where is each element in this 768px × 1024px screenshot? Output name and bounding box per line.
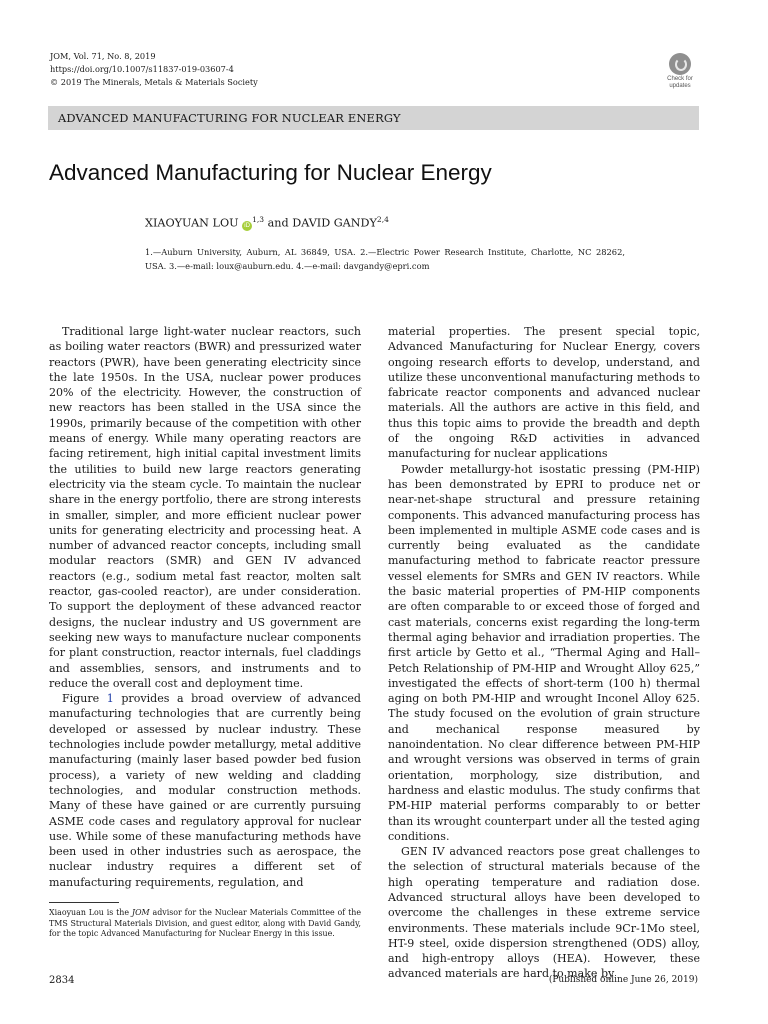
doi-link[interactable]: https://doi.org/10.1007/s11837-019-03607-4 bbox=[50, 64, 234, 74]
footnote-divider bbox=[49, 902, 119, 903]
author-2-affil: 2,4 bbox=[376, 215, 389, 224]
author-conjunction: and bbox=[267, 216, 289, 230]
footnote-text: Xiaoyuan Lou is the bbox=[49, 908, 132, 917]
orcid-icon[interactable]: iD bbox=[242, 221, 252, 231]
paragraph: Powder metallurgy-hot isostatic pressing (PM-HIP) has been demonstrated by EPRI to produce net or near-net-shape structural and pressure retaining components. This advanced manufacturing process has been implemented in multiple ASME code cases and is currently being evaluated as the candidate manufacturing method to fabricate reactor pressure vessel elements for SMRs and GEN IV reactors. While the basic material properties of PM-HIP components are often comparable to or exceed those of forged and cast materials, concerns exist regarding the long-term thermal aging behavior and irradiation properties. The first article by Getto et al., “Thermal Aging and Hall–Petch Relationship of PM-HIP and Wrought Alloy 625,” investigated the effects of short-term (100 h) thermal aging on both PM-HIP and wrought Inconel Alloy 625. The study focused on the evolution of grain structure and mechanical response measured by nanoindentation. No clear difference between PM-HIP and wrought versions was observed in terms of grain orientation, morphology, size distribution, and hardness and elastic modulus. The study confirms that PM-HIP material performs comparably to or better than its wrought counterpart under all the tested aging conditions. bbox=[388, 462, 700, 843]
check-updates-label-1: Check for bbox=[667, 76, 693, 82]
paragraph: GEN IV advanced reactors pose great challenges to the selection of structural materials because of the high operating temperature and radiation dose. Advanced structural alloys have been developed to overcome the challenges in these extreme service environments. These materials include 9Cr-1Mo steel, HT-9 steel, oxide dispersion strengthened (ODS) alloy, and high-entropy alloys (HEA). However, these advanced materials are hard to make by bbox=[388, 845, 700, 981]
journal-header bbox=[50, 50, 258, 89]
journal-name: JOM bbox=[131, 908, 150, 917]
affiliations: 1.—Auburn University, Auburn, AL 36849, USA. 2.—Electric Power Research Institute, Charlotte, NC 28262, USA. 3.—e-mail: loux@auburn.edu. 4.—e-mail: davgandy@epri.com bbox=[145, 247, 625, 271]
publication-date: (Published online June 26, 2019) bbox=[548, 975, 698, 985]
check-updates-icon bbox=[669, 53, 691, 75]
copyright: © 2019 The Minerals, Metals & Materials Society bbox=[50, 77, 258, 87]
left-column bbox=[49, 324, 361, 890]
author-line bbox=[145, 215, 389, 231]
author-1-affil: 1,3 bbox=[252, 215, 265, 224]
paragraph: material properties. The present special topic, Advanced Manufacturing for Nuclear Energy, covers ongoing research efforts to develop, understand, and utilize these unconventional manufacturing methods to fabricate reactor components and advanced nuclear materials. All the authors are active in this field, and thus this topic aims to provide the breadth and depth of the ongoing R&D activities in advanced manufacturing for nuclear applications bbox=[388, 325, 700, 461]
article-title: Advanced Manufacturing for Nuclear Energy bbox=[49, 160, 492, 185]
paragraph bbox=[49, 691, 361, 890]
figure-ref-link[interactable]: 1 bbox=[106, 692, 114, 706]
paragraph-text: provides a broad overview of advanced manufacturing technologies that are currently being developed or assessed by nuclear industry. These technologies include powder metallurgy, metal additive manufacturing (mainly laser based powder bed fusion process), a variety of new welding and cladding technologies, and modular construction methods. Many of these have gained or are currently pursuing ASME code cases and regulatory approval for nuclear use. While some of these manufacturing methods have been used in other industries such as aerospace, the nuclear industry requires a different set of manufacturing requirements, regulation, and bbox=[49, 692, 362, 889]
paragraph: Traditional large light-water nuclear reactors, such as boiling water reactors (BWR) and pressurized water reactors (PWR), have been generating electricity since the late 1950s. In the USA, nuclear power produces 20% of the electricity. However, the construction of new reactors has been stalled in the USA since the 1990s, primarily because of the competition with other means of energy. While many operating reactors are facing retirement, high initial capital investment limits the utilities to build new large reactors generating electricity via the steam cycle. To maintain the nuclear share in the energy portfolio, there are strong interests in smaller, simpler, and more efficient nuclear power units for generating electricity and processing heat. A number of advanced reactor concepts, including small modular reactors (SMR) and GEN IV advanced reactors (e.g., sodium metal fast reactor, molten salt reactor, gas-cooled reactor), are under consideration. To support the deployment of these advanced reactor designs, the nuclear industry and US government are seeking new ways to manufacture nuclear components for plant construction, reactor internals, fuel claddings and assemblies, sensors, and instruments and to reduce the overall cost and deployment time. bbox=[49, 325, 361, 690]
paragraph-text: Figure bbox=[62, 692, 107, 706]
journal-volume: JOM, Vol. 71, No. 8, 2019 bbox=[50, 51, 156, 61]
check-updates-label-2: updates bbox=[669, 82, 691, 89]
author-2: DAVID GANDY bbox=[292, 216, 377, 230]
page-number: 2834 bbox=[49, 975, 75, 986]
footnote-text: advisor for the Nuclear Materials Committee of the TMS Structural Materials Division, and guest editor, along with David Gandy, for the topic Advanced Manufacturing for Nuclear Energy in this issue. bbox=[49, 908, 361, 939]
section-band: ADVANCED MANUFACTURING FOR NUCLEAR ENERGY bbox=[48, 106, 699, 130]
author-1: XIAOYUAN LOU bbox=[145, 216, 239, 230]
footnote bbox=[49, 908, 361, 940]
check-for-updates-badge[interactable] bbox=[660, 53, 700, 89]
right-column bbox=[388, 324, 700, 982]
